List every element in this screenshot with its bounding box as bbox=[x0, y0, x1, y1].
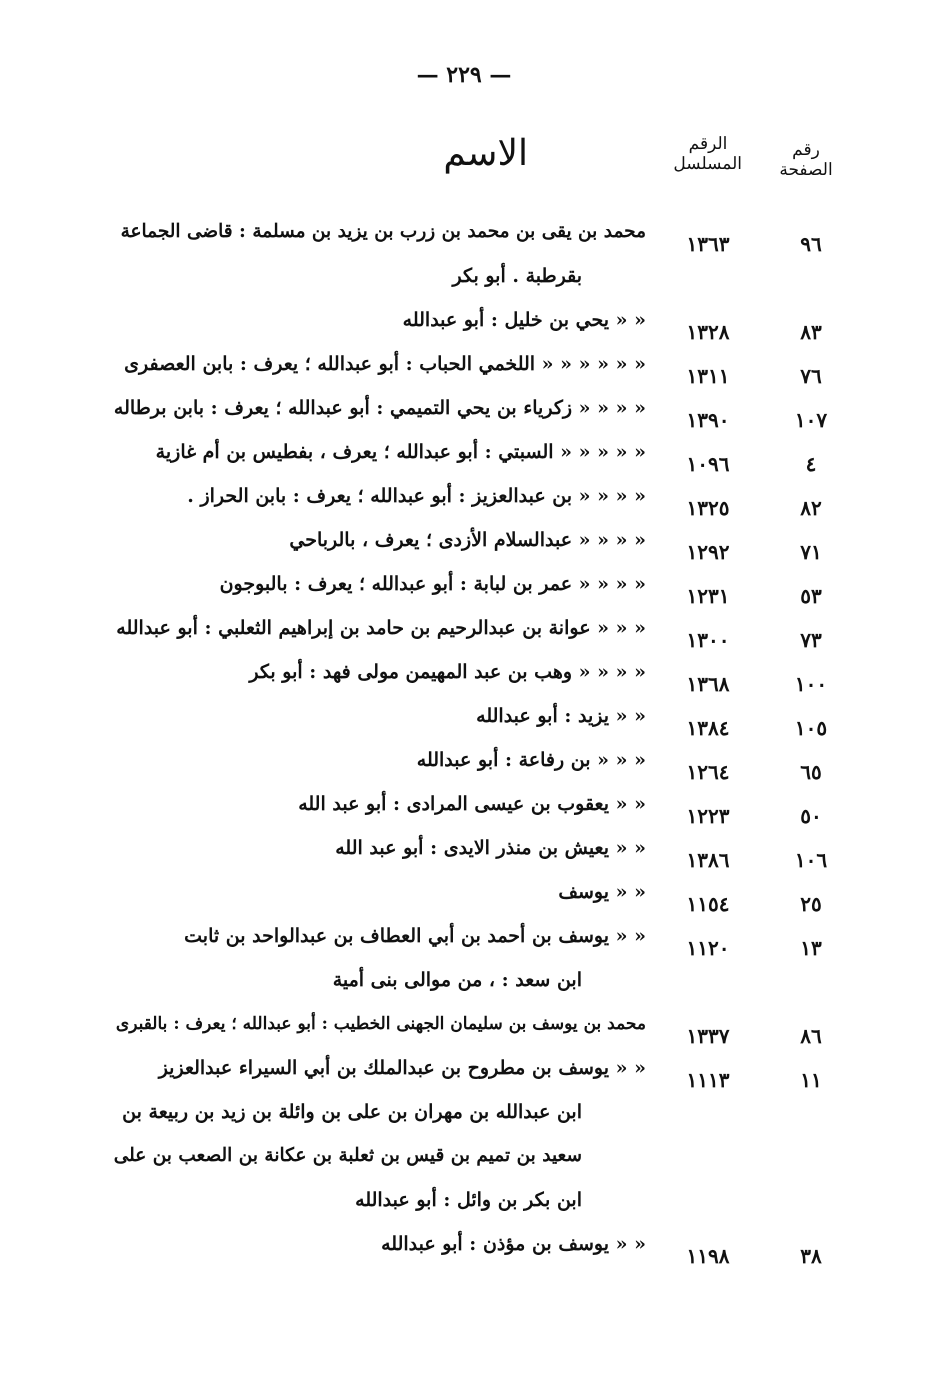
entry-name-line: « « يحي بن خليل : أبو عبدالله bbox=[402, 309, 646, 331]
entry-name bbox=[112, 474, 646, 518]
entry-name bbox=[112, 650, 646, 694]
entry-name-continuation: ابن بكر بن وائل : أبو عبدالله bbox=[355, 1189, 582, 1211]
entry-page-number: ٧٣ bbox=[800, 628, 822, 652]
entry-serial-number: ١٣٢٥ bbox=[686, 496, 730, 520]
entry-name-line: « « « « عمر بن لبابة : أبو عبدالله ؛ يعرف : بالبوجون bbox=[219, 573, 646, 595]
page-number: — ٢٢٩ — bbox=[416, 62, 512, 88]
entry-name-line: « « « « وهب بن عبد المهيمن مولى فهد : أبو بكر bbox=[249, 661, 646, 683]
entry-name-line: محمد بن يوسف بن سليمان الجهنى الخطيب : أبو عبدالله ؛ يعرف : بالقبرى bbox=[115, 1014, 646, 1034]
column-header-page: رقم الصفحة bbox=[779, 140, 833, 181]
entry-name bbox=[112, 1222, 646, 1266]
entry-page-number: ١٣ bbox=[800, 936, 822, 960]
entry-name-continuation: ابن سعد : ، من موالى بنى أمية bbox=[332, 969, 582, 991]
entry-row bbox=[0, 1046, 928, 1222]
entry-serial-number: ١٣٦٨ bbox=[686, 672, 730, 696]
entry-row bbox=[0, 1002, 928, 1046]
entry-serial-number: ١٢٣١ bbox=[686, 584, 730, 608]
entry-name-line: « « يوسف بن مؤذن : أبو عبدالله bbox=[381, 1233, 646, 1255]
entry-page-number: ٩٦ bbox=[800, 232, 822, 256]
entry-name bbox=[112, 298, 646, 342]
entry-name bbox=[112, 1002, 646, 1046]
entry-row bbox=[0, 914, 928, 1002]
entry-name-line: « « « « « السبتي : أبو عبدالله ؛ يعرف ، بفطيس بن أم غازية bbox=[155, 441, 646, 463]
entry-name bbox=[112, 430, 646, 474]
entry-name-line: محمد بن يقى بن محمد بن زرب بن يزيد بن مسلمة : قاضى الجماعة bbox=[120, 221, 646, 242]
entry-name bbox=[112, 782, 646, 826]
entry-serial-number: ١٣٨٦ bbox=[686, 848, 730, 872]
entry-row bbox=[0, 518, 928, 562]
column-header-name: الاسم bbox=[443, 133, 528, 174]
entry-page-number: ٨٣ bbox=[800, 320, 822, 344]
entry-serial-number: ١٣٠٠ bbox=[686, 628, 730, 652]
entry-name-line: « « يزيد : أبو عبدالله bbox=[476, 705, 646, 727]
entry-name-line: « « « « زكرياء بن يحي التميمي : أبو عبدالله ؛ يعرف : بابن برطاله bbox=[113, 397, 646, 419]
entry-name bbox=[112, 562, 646, 606]
entry-row bbox=[0, 650, 928, 694]
entry-row bbox=[0, 342, 928, 386]
entry-serial-number: ١٠٩٦ bbox=[686, 452, 730, 476]
entry-name bbox=[112, 386, 646, 430]
entry-page-number: ١٠٦ bbox=[794, 848, 828, 872]
entry-name-line: « « يعيش بن منذر الايدى : أبو عبد الله bbox=[335, 837, 646, 859]
entry-name bbox=[112, 518, 646, 562]
entry-serial-number: ١٢٦٤ bbox=[686, 760, 730, 784]
entry-page-number: ١١ bbox=[800, 1068, 822, 1092]
column-header-serial: الرقم المسلسل bbox=[673, 134, 742, 175]
entry-name-line: « « يعقوب بن عيسى المرادى : أبو عبد الله bbox=[298, 793, 646, 815]
entry-name bbox=[112, 210, 646, 298]
entry-page-number: ٥٠ bbox=[800, 804, 822, 828]
entry-row bbox=[0, 430, 928, 474]
entry-name bbox=[112, 606, 646, 650]
entry-serial-number: ١٢٢٣ bbox=[686, 804, 730, 828]
entry-serial-number: ١٣٦٣ bbox=[686, 232, 730, 256]
entry-serial-number: ١٣٣٧ bbox=[686, 1024, 730, 1048]
entry-serial-number: ١٣١١ bbox=[686, 364, 730, 388]
entry-name-line: « « « عوانة بن عبدالرحيم بن حامد بن إبراهيم الثعلبي : أبو عبدالله bbox=[116, 617, 646, 639]
entry-name-line: « « « « عبدالسلام الأزدى ؛ يعرف ، بالرباحي bbox=[289, 529, 646, 551]
entry-name-line: « « « « بن عبدالعزيز : أبو عبدالله ؛ يعرف : بابن الحراز . bbox=[187, 485, 646, 507]
entry-serial-number: ١٢٩٢ bbox=[686, 540, 730, 564]
entry-serial-number: ١١٩٨ bbox=[686, 1244, 730, 1268]
entry-row bbox=[0, 474, 928, 518]
entry-row bbox=[0, 562, 928, 606]
entry-name bbox=[112, 738, 646, 782]
entry-serial-number: ١٣٨٤ bbox=[686, 716, 730, 740]
entry-row bbox=[0, 606, 928, 650]
entry-row bbox=[0, 870, 928, 914]
entries-list bbox=[0, 210, 928, 1266]
entry-page-number: ٧٦ bbox=[800, 364, 822, 388]
entry-serial-number: ١٣٩٠ bbox=[686, 408, 730, 432]
entry-name-continuation: بقرطبة . أبو بكر bbox=[452, 265, 582, 287]
entry-row bbox=[0, 1222, 928, 1266]
entry-page-number: ١٠٠ bbox=[794, 672, 828, 696]
entry-name bbox=[112, 914, 646, 1002]
entry-page-number: ١٠٧ bbox=[794, 408, 828, 432]
entry-name bbox=[112, 826, 646, 870]
entry-page-number: ٧١ bbox=[800, 540, 822, 564]
entry-page-number: ٨٦ bbox=[800, 1024, 822, 1048]
entry-serial-number: ١٣٢٨ bbox=[686, 320, 730, 344]
entry-name bbox=[112, 1046, 646, 1222]
entry-serial-number: ١١١٣ bbox=[686, 1068, 730, 1092]
entry-page-number: ٣٨ bbox=[800, 1244, 822, 1268]
entry-row bbox=[0, 694, 928, 738]
entry-serial-number: ١١٢٠ bbox=[686, 936, 730, 960]
entry-name-continuation: ابن عبدالله بن مهران بن على بن وائلة بن زيد بن ربيعة بن bbox=[122, 1101, 582, 1123]
entry-name bbox=[112, 870, 646, 914]
entry-name-line: « « يوسف bbox=[558, 881, 646, 903]
entry-serial-number: ١١٥٤ bbox=[686, 892, 730, 916]
entry-page-number: ٦٥ bbox=[800, 760, 822, 784]
entry-row bbox=[0, 386, 928, 430]
entry-page-number: ٢٥ bbox=[800, 892, 822, 916]
entry-page-number: ٥٣ bbox=[800, 584, 822, 608]
entry-row bbox=[0, 210, 928, 298]
entry-page-number: ٤ bbox=[805, 452, 817, 476]
entry-row bbox=[0, 738, 928, 782]
entry-name-continuation: سعيد بن تميم بن قيس بن ثعلبة بن عكانة بن الصعب بن على bbox=[113, 1145, 582, 1166]
entry-name-line: « « يوسف بن مطروح بن عبدالملك بن أبي السيراء عبدالعزيز bbox=[158, 1057, 646, 1079]
entry-page-number: ٨٢ bbox=[800, 496, 822, 520]
entry-name-line: « « يوسف بن أحمد بن أبي العطاف بن عبدالواحد بن ثابت bbox=[184, 925, 646, 947]
entry-row bbox=[0, 782, 928, 826]
entry-name bbox=[112, 342, 646, 386]
entry-name bbox=[112, 694, 646, 738]
entry-name-line: « « « « « « اللخمي الحباب : أبو عبدالله ؛ يعرف : بابن العصفرى bbox=[124, 353, 646, 375]
entry-page-number: ١٠٥ bbox=[794, 716, 828, 740]
entry-name-line: « « « بن رفاعة : أبو عبدالله bbox=[416, 749, 646, 771]
entry-row bbox=[0, 826, 928, 870]
entry-row bbox=[0, 298, 928, 342]
